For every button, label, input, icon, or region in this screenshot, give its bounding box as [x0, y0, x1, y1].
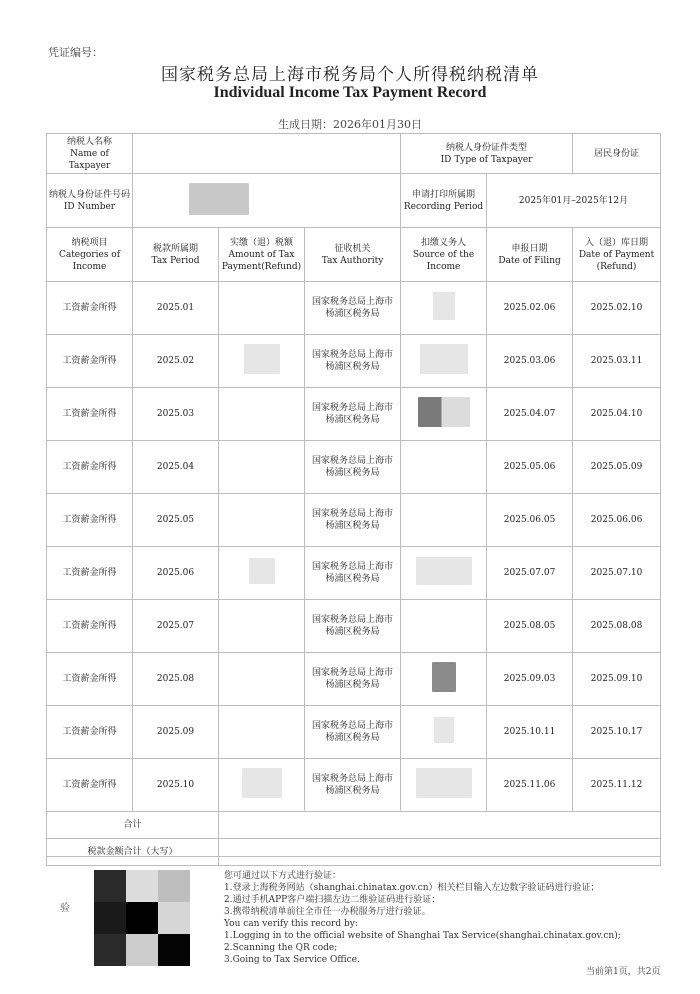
verification-line: 2.通过手机APP客户端扫描左边二维验证码进行验证； — [224, 895, 441, 905]
table-row — [47, 335, 661, 388]
id-number-row — [47, 174, 661, 228]
table-row — [47, 494, 661, 547]
tax-amount-cell — [219, 706, 305, 759]
income-category-cell: 工资薪金所得 — [47, 547, 133, 600]
tax-period-cell: 2025.07 — [133, 600, 219, 653]
verification-line: 1.Logging in to the official website of Shanghai Tax Service(shanghai.chinatax.gov.cn); — [224, 931, 621, 941]
redacted-amount — [244, 344, 280, 374]
tax-authority-cell: 国家税务总局上海市 杨浦区税务局 — [305, 494, 401, 547]
redacted-id-number — [189, 183, 249, 215]
redacted-amount — [242, 768, 282, 798]
column-header: 纳税项目 Categories of Income — [47, 228, 133, 282]
tax-period-cell: 2025.04 — [133, 441, 219, 494]
income-source-cell — [401, 282, 487, 335]
total-words-label: 税款金额合计（大写） — [47, 839, 219, 866]
tax-period-cell: 2025.09 — [133, 706, 219, 759]
tax-authority-cell: 国家税务总局上海市 杨浦区税务局 — [305, 653, 401, 706]
tax-amount-cell — [219, 282, 305, 335]
income-source-cell — [401, 653, 487, 706]
total-value — [219, 812, 661, 839]
tax-authority-cell: 国家税务总局上海市 杨浦区税务局 — [305, 706, 401, 759]
tax-amount-cell — [219, 494, 305, 547]
payment-date-cell: 2025.07.10 — [573, 547, 661, 600]
column-header: 征收机关 Tax Authority — [305, 228, 401, 282]
redacted-source — [418, 397, 470, 427]
taxpayer-name-row — [47, 134, 661, 174]
redacted-source — [420, 344, 468, 374]
payment-date-cell: 2025.02.10 — [573, 282, 661, 335]
taxpayer-name-value — [133, 134, 401, 174]
tax-amount-cell — [219, 653, 305, 706]
id-type-label: 纳税人身份证件类型 ID Type of Taxpayer — [401, 134, 573, 174]
total-row — [47, 812, 661, 839]
filing-date-cell: 2025.02.06 — [487, 282, 573, 335]
income-category-cell: 工资薪金所得 — [47, 759, 133, 812]
filing-date-cell: 2025.07.07 — [487, 547, 573, 600]
table-row — [47, 547, 661, 600]
income-source-cell — [401, 388, 487, 441]
payment-date-cell: 2025.09.10 — [573, 653, 661, 706]
redacted-source — [433, 292, 455, 320]
table-row — [47, 282, 661, 335]
income-category-cell: 工资薪金所得 — [47, 441, 133, 494]
income-source-cell — [401, 335, 487, 388]
tax-authority-cell: 国家税务总局上海市 杨浦区税务局 — [305, 759, 401, 812]
verification-line: 1.登录上海税务网站（shanghai.chinatax.gov.cn）相关栏目输入左边数字验证码进行验证； — [224, 883, 600, 893]
tax-authority-cell: 国家税务总局上海市 杨浦区税务局 — [305, 282, 401, 335]
filing-date-cell: 2025.03.06 — [487, 335, 573, 388]
payment-date-cell: 2025.10.17 — [573, 706, 661, 759]
tax-amount-cell — [219, 335, 305, 388]
table-row — [47, 706, 661, 759]
recording-period-label: 申请打印所属期 Recording Period — [401, 174, 487, 228]
income-source-cell — [401, 600, 487, 653]
certificate-number-label: 凭证编号： — [48, 46, 103, 59]
tax-period-cell: 2025.03 — [133, 388, 219, 441]
total-words-value — [219, 839, 661, 866]
tax-authority-cell: 国家税务总局上海市 杨浦区税务局 — [305, 441, 401, 494]
verification-line: 2.Scanning the QR code; — [224, 943, 338, 953]
tax-period-cell: 2025.05 — [133, 494, 219, 547]
id-type-value: 居民身份证 — [573, 134, 661, 174]
table-row — [47, 388, 661, 441]
tax-amount-cell — [219, 388, 305, 441]
page-indicator: 当前第1页，共2页 — [586, 967, 661, 977]
verification-line: 3.携带纳税清单前往全市任一办税服务厅进行验证。 — [224, 907, 431, 917]
filing-date-cell: 2025.09.03 — [487, 653, 573, 706]
id-number-value — [133, 174, 401, 228]
redacted-source — [416, 768, 472, 798]
document-title-cn: 国家税务总局上海市税务局个人所得税纳税清单 — [161, 65, 539, 85]
income-source-cell — [401, 706, 487, 759]
total-words-row — [47, 839, 661, 866]
column-header: 扣缴义务人 Source of the Income — [401, 228, 487, 282]
id-number-label: 纳税人身份证件号码 ID Number — [47, 174, 133, 228]
verification-instructions — [224, 870, 621, 966]
income-category-cell: 工资薪金所得 — [47, 600, 133, 653]
table-row — [47, 653, 661, 706]
verification-label: 验 — [60, 903, 70, 914]
tax-period-cell: 2025.01 — [133, 282, 219, 335]
verification-qr-code — [94, 870, 190, 966]
generated-date: 生成日期：2026年01月30日 — [278, 118, 422, 131]
income-category-cell: 工资薪金所得 — [47, 706, 133, 759]
payment-date-cell: 2025.08.08 — [573, 600, 661, 653]
document-title-en: Individual Income Tax Payment Record — [213, 84, 487, 101]
filing-date-cell: 2025.04.07 — [487, 388, 573, 441]
redacted-source — [432, 662, 456, 692]
column-header: 申报日期 Date of Filing — [487, 228, 573, 282]
taxpayer-name-label: 纳税人名称 Name of Taxpayer — [47, 134, 133, 174]
table-row — [47, 441, 661, 494]
verification-line: You can verify this record by: — [224, 919, 358, 929]
income-category-cell: 工资薪金所得 — [47, 494, 133, 547]
payment-date-cell: 2025.03.11 — [573, 335, 661, 388]
filing-date-cell: 2025.08.05 — [487, 600, 573, 653]
tax-authority-cell: 国家税务总局上海市 杨浦区税务局 — [305, 335, 401, 388]
income-category-cell: 工资薪金所得 — [47, 335, 133, 388]
table-row — [47, 759, 661, 812]
table-row — [47, 600, 661, 653]
income-category-cell: 工资薪金所得 — [47, 653, 133, 706]
tax-period-cell: 2025.10 — [133, 759, 219, 812]
redacted-source — [434, 717, 454, 743]
verification-line: 3.Going to Tax Service Office. — [224, 955, 360, 965]
tax-authority-cell: 国家税务总局上海市 杨浦区税务局 — [305, 388, 401, 441]
tax-amount-cell — [219, 441, 305, 494]
tax-record-table — [46, 133, 661, 866]
tax-period-cell: 2025.02 — [133, 335, 219, 388]
column-header-row — [47, 228, 661, 282]
footer-divider — [46, 856, 660, 857]
tax-period-cell: 2025.06 — [133, 547, 219, 600]
tax-period-cell: 2025.08 — [133, 653, 219, 706]
filing-date-cell: 2025.06.05 — [487, 494, 573, 547]
filing-date-cell: 2025.05.06 — [487, 441, 573, 494]
column-header: 实缴（退）税额 Amount of Tax Payment(Refund) — [219, 228, 305, 282]
column-header: 税款所属期 Tax Period — [133, 228, 219, 282]
filing-date-cell: 2025.11.06 — [487, 759, 573, 812]
income-category-cell: 工资薪金所得 — [47, 388, 133, 441]
payment-date-cell: 2025.04.10 — [573, 388, 661, 441]
income-source-cell — [401, 547, 487, 600]
tax-amount-cell — [219, 600, 305, 653]
payment-date-cell: 2025.06.06 — [573, 494, 661, 547]
tax-amount-cell — [219, 547, 305, 600]
income-source-cell — [401, 494, 487, 547]
income-source-cell — [401, 441, 487, 494]
payment-date-cell: 2025.05.09 — [573, 441, 661, 494]
income-source-cell — [401, 759, 487, 812]
recording-period-value: 2025年01月–2025年12月 — [487, 174, 661, 228]
verification-line: 您可通过以下方式进行验证： — [224, 871, 342, 881]
column-header: 入（退）库日期 Date of Payment (Refund) — [573, 228, 661, 282]
payment-date-cell: 2025.11.12 — [573, 759, 661, 812]
filing-date-cell: 2025.10.11 — [487, 706, 573, 759]
tax-amount-cell — [219, 759, 305, 812]
tax-authority-cell: 国家税务总局上海市 杨浦区税务局 — [305, 600, 401, 653]
tax-authority-cell: 国家税务总局上海市 杨浦区税务局 — [305, 547, 401, 600]
redacted-source — [416, 557, 472, 585]
total-label: 合计 — [47, 812, 219, 839]
redacted-amount — [249, 558, 275, 584]
income-category-cell: 工资薪金所得 — [47, 282, 133, 335]
